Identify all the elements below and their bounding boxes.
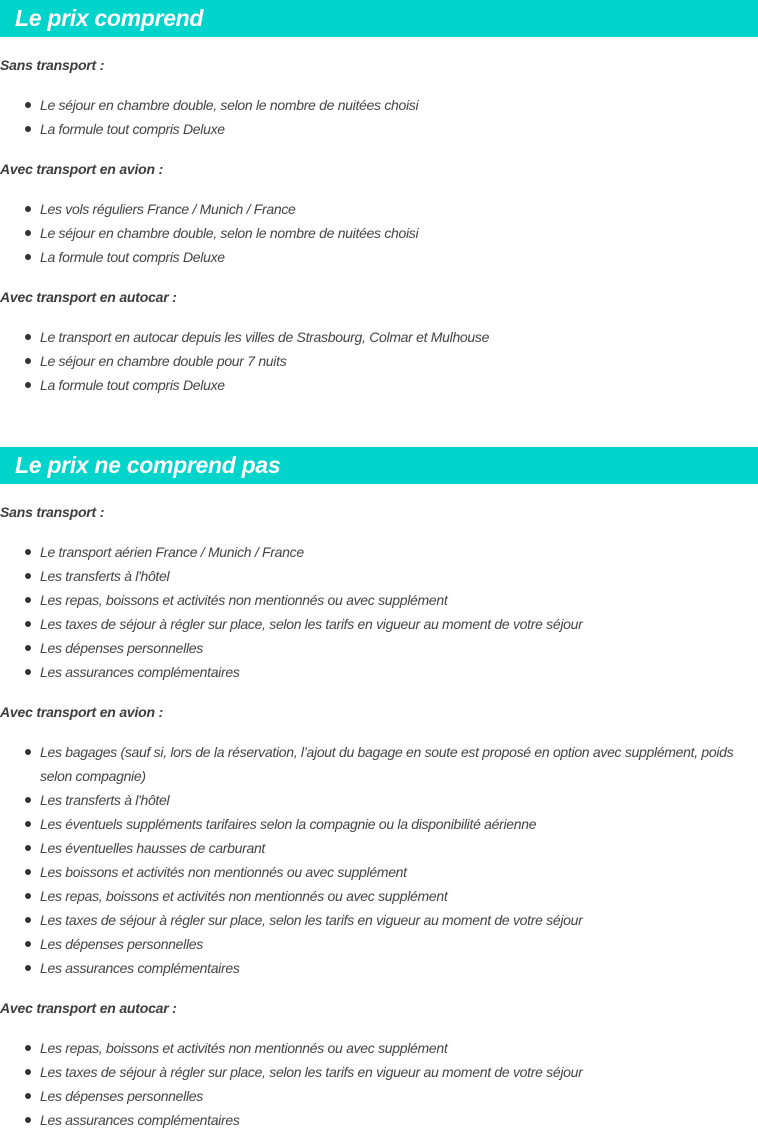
item-list [0,93,758,141]
item-list [0,540,758,684]
list-item: Les assurances complémentaires [0,660,758,684]
group-title: Avec transport en avion : [0,161,164,177]
list-item: Les transferts à l'hôtel [0,564,758,588]
included-group-coach [0,285,758,397]
list-item: Les taxes de séjour à régler sur place, selon les tarifs en vigueur au moment de votre séjour [0,612,758,636]
excluded-section-title: Le prix ne comprend pas [0,447,758,484]
group-title: Avec transport en avion : [0,704,164,720]
group-title: Sans transport : [0,57,105,73]
item-list [0,740,758,980]
list-item: Les dépenses personnelles [0,932,758,956]
excluded-group-no-transport [0,500,758,684]
list-item: Les dépenses personnelles [0,1084,758,1108]
list-item: Les éventuels suppléments tarifaires selon la compagnie ou la disponibilité aérienne [0,812,758,836]
list-item: Les repas, boissons et activités non mentionnés ou avec supplément [0,884,758,908]
list-item: Le séjour en chambre double, selon le nombre de nuitées choisi [0,221,758,245]
excluded-group-plane [0,700,758,980]
list-item: Le transport aérien France / Munich / France [0,540,758,564]
excluded-group-coach [0,996,758,1132]
list-item: Les vols réguliers France / Munich / France [0,197,758,221]
list-item: Les éventuelles hausses de carburant [0,836,758,860]
list-item: La formule tout compris Deluxe [0,373,758,397]
list-item: Les assurances complémentaires [0,956,758,980]
item-list [0,325,758,397]
list-item: Les repas, boissons et activités non mentionnés ou avec supplément [0,588,758,612]
item-list [0,197,758,269]
list-item: Les taxes de séjour à régler sur place, selon les tarifs en vigueur au moment de votre séjour [0,1060,758,1084]
list-item: Les bagages (sauf si, lors de la réservation, l’ajout du bagage en soute est proposé en option avec supplément, poids selon compagnie) [0,740,758,788]
included-group-no-transport [0,53,758,141]
list-item: Les dépenses personnelles [0,636,758,660]
list-item: Les assurances complémentaires [0,1108,758,1132]
list-item: Les boissons et activités non mentionnés ou avec supplément [0,860,758,884]
excluded-section [0,447,758,1132]
list-item: Le séjour en chambre double pour 7 nuits [0,349,758,373]
list-item: Les transferts à l'hôtel [0,788,758,812]
included-section [0,0,758,397]
list-item: Le séjour en chambre double, selon le nombre de nuitées choisi [0,93,758,117]
list-item: Les taxes de séjour à régler sur place, selon les tarifs en vigueur au moment de votre séjour [0,908,758,932]
list-item: La formule tout compris Deluxe [0,117,758,141]
list-item: Les repas, boissons et activités non mentionnés ou avec supplément [0,1036,758,1060]
group-title: Sans transport : [0,504,105,520]
included-section-title: Le prix comprend [0,0,758,37]
included-group-plane [0,157,758,269]
item-list [0,1036,758,1132]
group-title: Avec transport en autocar : [0,289,177,305]
list-item: La formule tout compris Deluxe [0,245,758,269]
list-item: Le transport en autocar depuis les villes de Strasbourg, Colmar et Mulhouse [0,325,758,349]
group-title: Avec transport en autocar : [0,1000,177,1016]
